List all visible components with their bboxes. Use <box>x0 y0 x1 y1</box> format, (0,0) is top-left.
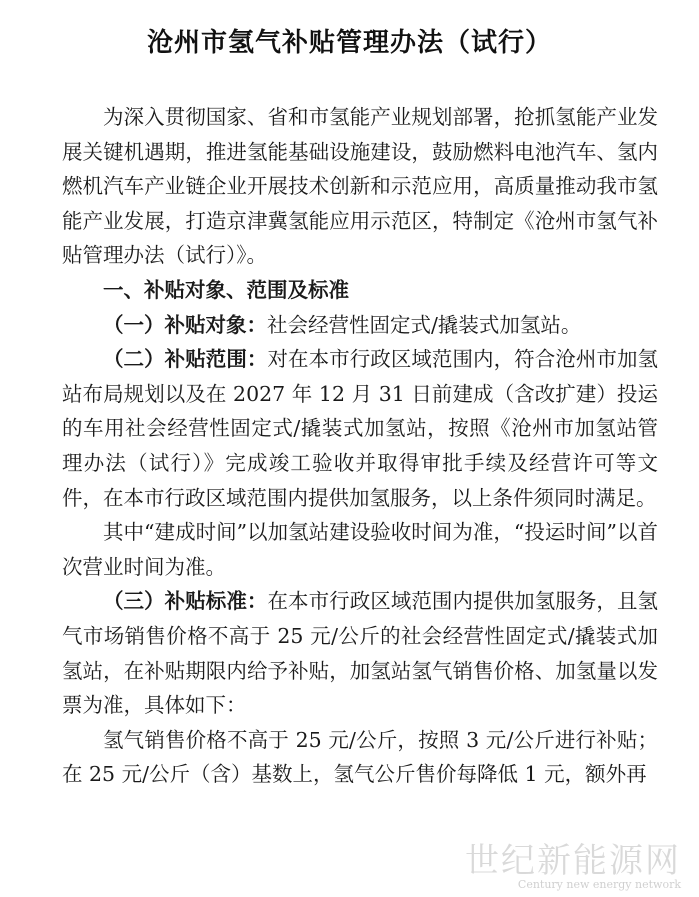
subsidy-scope-label: （二）补贴范围： <box>103 347 268 372</box>
subsidy-standard-text: 在本市行政区域范围内提供加氢服务，且氢气市场销售价格不高于 25 元/公斤的社会经营性固定式/撬装式加氢站，在补贴期限内给予补贴，加氢站氢气销售价格、加氢量以发票为准，具体如下： <box>62 589 659 718</box>
site-watermark <box>465 843 681 891</box>
subsidy-target-paragraph <box>62 308 658 343</box>
subsidy-target-label: （一）补贴对象： <box>103 312 267 337</box>
subsidy-scope-paragraph <box>62 342 658 515</box>
time-definition-paragraph: 其中“建成时间”以加氢站建设验收时间为准，“投运时间”以首次营业时间为准。 <box>62 520 658 579</box>
subsidy-scope-text: 对在本市行政区域范围内，符合沧州市加氢站布局规划以及在 2027 年 12 月 31 日前建成（含改扩建）投运的车用社会经营性固定式/撬装式加氢站，按照《沧州市加氢站管理办法（试行）》完成竣工验收并取得审批手续及经营许可等文件，在本市行政区域范围内提供加氢服务，以上条件须同时满足。 <box>62 347 659 510</box>
subsidy-standard-paragraph <box>62 584 658 722</box>
intro-paragraph: 为深入贯彻国家、省和市氢能产业规划部署，抢抓氢能产业发展关键机遇期，推进氢能基础设施建设，鼓励燃料电池汽车、氢内燃机汽车产业链企业开展技术创新和示范应用，高质量推动我市氢能产业发展，打造京津冀氢能应用示范区，特制定《沧州市氢气补贴管理办法（试行）》。 <box>62 105 658 268</box>
watermark-logo-text: 世纪新能源网 <box>465 841 681 881</box>
subsidy-standard-label: （三）补贴标准： <box>103 589 268 614</box>
document-body <box>62 100 658 792</box>
price-subsidy-paragraph: 氢气销售价格不高于 25 元/公斤，按照 3 元/公斤进行补贴；在 25 元/公斤（含）基数上，氢气公斤售价每降低 1 元，额外再 <box>62 727 658 787</box>
document-title: 沧州市氢气补贴管理办法（试行） <box>146 28 552 58</box>
watermark-english-text: Century new energy network <box>517 878 681 891</box>
subsidy-target-text: 社会经营性固定式/撬装式加氢站。 <box>267 312 582 337</box>
section-heading: 一、补贴对象、范围及标准 <box>103 277 349 302</box>
